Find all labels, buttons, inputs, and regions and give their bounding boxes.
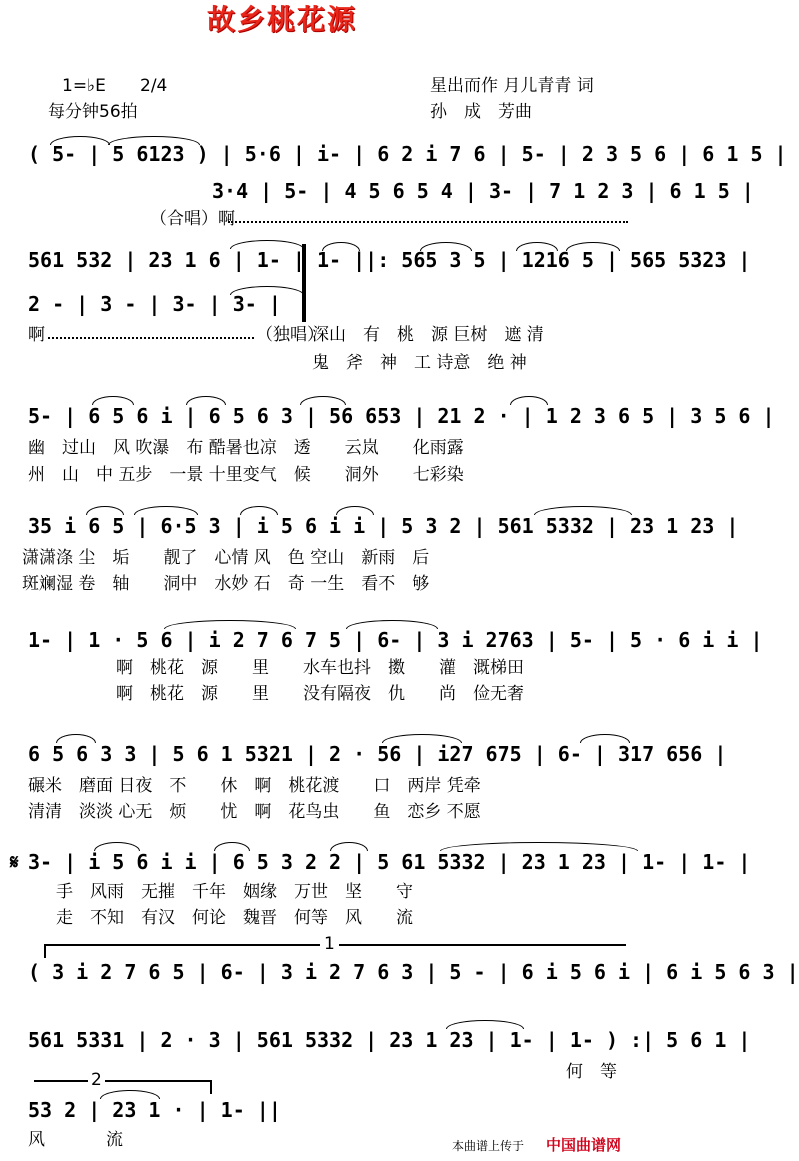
lyric-verse1-e: 碾米 磨面 日夜 不 休 啊 桃花渡 口 两岸 凭牵	[28, 776, 481, 796]
repeat-barline	[302, 244, 306, 322]
tie-mark	[300, 396, 346, 405]
tie-mark	[322, 242, 360, 251]
tie-mark	[346, 620, 438, 629]
volta-2-label: 2	[88, 1072, 105, 1089]
tie-mark	[420, 242, 472, 251]
lyric-verse1-c: 潇潇涤 尘 垢 靓了 心情 风 色 空山 新雨 后	[22, 548, 430, 568]
tie-mark	[336, 506, 374, 515]
tie-mark	[86, 506, 124, 515]
key-signature: 1=♭E	[62, 76, 106, 96]
site-logo: 中国曲谱网	[546, 1136, 622, 1154]
lyric-verse2-c: 斑斓湿 卷 轴 洞中 水妙 石 奇 一生 看不 够	[22, 574, 430, 594]
music-line-2: 561 532 | 23 1 6 | 1- | 1- ||: 565 3 5 | 1216 5 | 565 5323 |	[28, 248, 751, 272]
music-line-10: 53 2 | 23 1 · | 1- ||	[28, 1098, 281, 1122]
melisma-dots	[48, 337, 254, 339]
tie-mark	[94, 842, 140, 851]
lyric-verse2-f: 走 不知 有汉 何论 魏晋 何等 风 流	[56, 908, 413, 928]
lyric-verse2-a: 鬼 斧 神 工 诗意 绝 神	[312, 353, 527, 373]
music-line-6: 6 5 6 3 3 | 5 6 1 5321 | 2 · 56 | i27 675 | 6- | 317 656 |	[28, 742, 727, 766]
final-lyric-2: 流	[106, 1130, 123, 1150]
lyric-verse1-b: 幽 过山 风 吹瀑 布 酷暑也凉 透 云岚 化雨露	[28, 438, 464, 458]
chorus-label: （合唱）啊	[150, 209, 235, 229]
volta-1-bracket-end	[44, 944, 46, 958]
tie-mark	[510, 396, 548, 405]
music-line-1: ( 5- | 5 6123 ) | 5·6 | i- | 6 2 i 7 6 | 5- | 2 3 5 6 | 6 1 5 |	[28, 142, 787, 166]
lyric-verse1-a: 深山 有 桃 源 巨树 遮 清	[312, 325, 544, 345]
music-line-7: 3- | i 5 6 i i | 6 5 3 2 2 | 5 61 5332 | 23 1 23 | 1- | 1- |	[28, 850, 751, 874]
music-line-4: 35 i 6 5 | 6·5 3 | i 5 6 i i | 5 3 2 | 561 5332 | 23 1 23 |	[28, 514, 739, 538]
footer-text: 本曲谱上传于	[452, 1139, 525, 1153]
music-line-8: ( 3 i 2 7 6 5 | 6- | 3 i 2 7 6 3 | 5 - | 6 i 5 6 i | 6 i 5 6 3 |	[28, 960, 799, 984]
tie-mark	[56, 734, 96, 743]
coda-lyric: 何 等	[566, 1062, 617, 1082]
tie-mark	[566, 242, 620, 251]
lyric-ah: 啊	[28, 325, 45, 345]
tie-mark	[50, 136, 110, 145]
tie-mark	[580, 734, 630, 743]
tie-mark	[230, 286, 304, 295]
segno-mark: 𝄋	[10, 850, 19, 874]
music-line-3: 5- | 6 5 6 i | 6 5 6 3 | 56 653 | 21 2 · | 1 2 3 6 5 | 3 5 6 |	[28, 404, 775, 428]
tie-mark	[534, 506, 632, 515]
tie-mark	[446, 1020, 524, 1029]
tempo-marking: 每分钟56拍	[48, 102, 138, 122]
volta-2-bracket-end	[210, 1080, 212, 1094]
music-line-5: 1- | 1 · 5 6 | i 2 7 6 7 5 | 6- | 3 i 2763 | 5- | 5 · 6 i i |	[28, 628, 763, 652]
tie-mark	[186, 396, 226, 405]
tie-mark	[164, 620, 296, 629]
melisma-dots	[228, 221, 628, 223]
volta-2-bracket	[34, 1080, 210, 1082]
tie-mark	[240, 506, 278, 515]
tie-mark	[440, 842, 638, 851]
tie-mark	[134, 506, 198, 515]
lyric-verse2-d: 啊 桃花 源 里 没有隔夜 仇 尚 俭无奢	[116, 684, 524, 704]
time-signature: 2/4	[140, 76, 168, 96]
music-line-9: 561 5331 | 2 · 3 | 561 5332 | 23 1 23 | 1- | 1- ) :| 5 6 1 |	[28, 1028, 751, 1052]
lyric-verse1-f: 手 风雨 无摧 千年 姻缘 万世 坚 守	[56, 882, 413, 902]
final-lyric-1: 风	[28, 1130, 45, 1150]
tie-mark	[214, 842, 250, 851]
lyric-verse2-b: 州 山 中 五步 一景 十里变气 候 洞外 七彩染	[28, 465, 464, 485]
music-line-2-lower: 2 - | 3 - | 3- | 3- |	[28, 292, 281, 316]
tie-mark	[100, 1090, 160, 1099]
tie-mark	[516, 242, 558, 251]
lyric-verse1-d: 啊 桃花 源 里 水车也抖 擞 灌 溉梯田	[116, 658, 524, 678]
tie-mark	[330, 842, 368, 851]
lyricist-credit: 星出而作 月儿青青 词	[430, 76, 594, 96]
music-line-1-lower: 3·4 | 5- | 4 5 6 5 4 | 3- | 7 1 2 3 | 6 1 5 |	[212, 179, 754, 203]
page-title: 故乡桃花源	[207, 3, 358, 36]
volta-1-label: 1	[320, 936, 339, 953]
tie-mark	[108, 136, 200, 145]
composer-credit: 孙 成 芳曲	[430, 102, 532, 122]
tie-mark	[92, 396, 134, 405]
lyric-verse2-e: 清清 淡淡 心无 烦 忧 啊 花鸟虫 鱼 恋乡 不愿	[28, 802, 481, 822]
solo-label: （独唱）	[256, 325, 324, 345]
tie-mark	[230, 240, 304, 249]
tie-mark	[382, 734, 462, 743]
